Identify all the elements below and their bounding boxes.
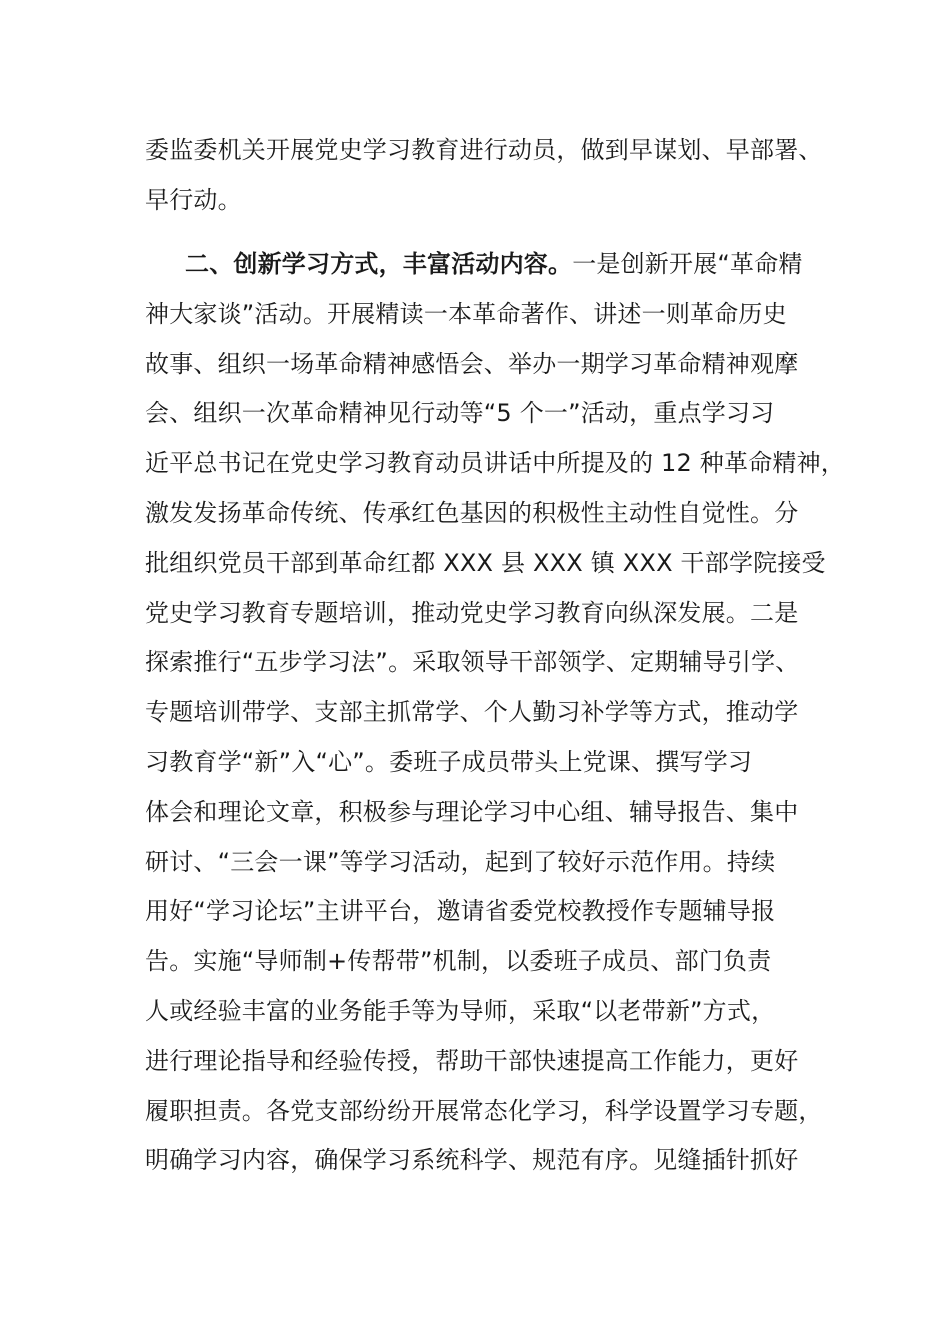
text-line: 进行理论指导和经验传授，帮助干部快速提高工作能力，更好	[145, 1046, 799, 1075]
text-line: 人或经验丰富的业务能手等为导师，采取“以老带新”方式，	[145, 996, 776, 1025]
text-line: 体会和理论文章，积极参与理论学习中心组、辅导报告、集中	[145, 797, 799, 826]
text-line: 用好“学习论坛”主讲平台，邀请省委党校教授作专题辅导报	[145, 897, 776, 926]
text-line: 党史学习教育专题培训，推动党史学习教育向纵深发展。二是	[145, 598, 799, 627]
text-line: 委监委机关开展党史学习教育进行动员，做到早谋划、早部署、	[145, 136, 823, 164]
text-line: 研讨、“三会一课”等学习活动，起到了较好示范作用。持续	[145, 847, 776, 876]
text-line: 探索推行“五步学习法”。采取领导干部领学、定期辅导引学、	[145, 648, 800, 677]
text-line-rest: 一是创新开展“革命精	[572, 250, 803, 278]
text-line: 激发发扬革命传统、传承红色基因的积极性主动性自觉性。分	[145, 498, 799, 527]
text-line: 早行动。	[145, 185, 242, 214]
text-line: 习教育学“新”入“心”。委班子成员带头上党课、撰写学习	[145, 747, 753, 776]
paragraph-continuation	[145, 126, 823, 226]
text-line-first	[145, 240, 820, 290]
text-line: 会、组织一次革命精神见行动等“5 个一”活动，重点学习习	[145, 399, 775, 428]
text-line: 批组织党员干部到革命红都 XXX 县 XXX 镇 XXX 干部学院接受	[145, 548, 826, 577]
section-heading: 二、创新学习方式，丰富活动内容。	[185, 250, 573, 278]
text-line: 履职担责。各党支部纷纷开展常态化学习，科学设置学习专题，	[145, 1096, 823, 1125]
text-line: 神大家谈”活动。开展精读一本革命著作、讲述一则革命历史	[145, 299, 787, 328]
text-line: 近平总书记在党史学习教育动员讲话中所提及的 12 种革命精神，	[145, 449, 845, 478]
paragraph-section-two	[145, 240, 845, 1186]
text-line: 告。实施“导师制+传帮带”机制，以委班子成员、部门负责	[145, 947, 772, 976]
text-line: 故事、组织一场革命精神感悟会、举办一期学习革命精神观摩	[145, 349, 799, 378]
text-line: 专题培训带学、支部主抓常学、个人勤习补学等方式，推动学	[145, 698, 799, 727]
text-line: 明确学习内容，确保学习系统科学、规范有序。见缝插针抓好	[145, 1146, 799, 1175]
